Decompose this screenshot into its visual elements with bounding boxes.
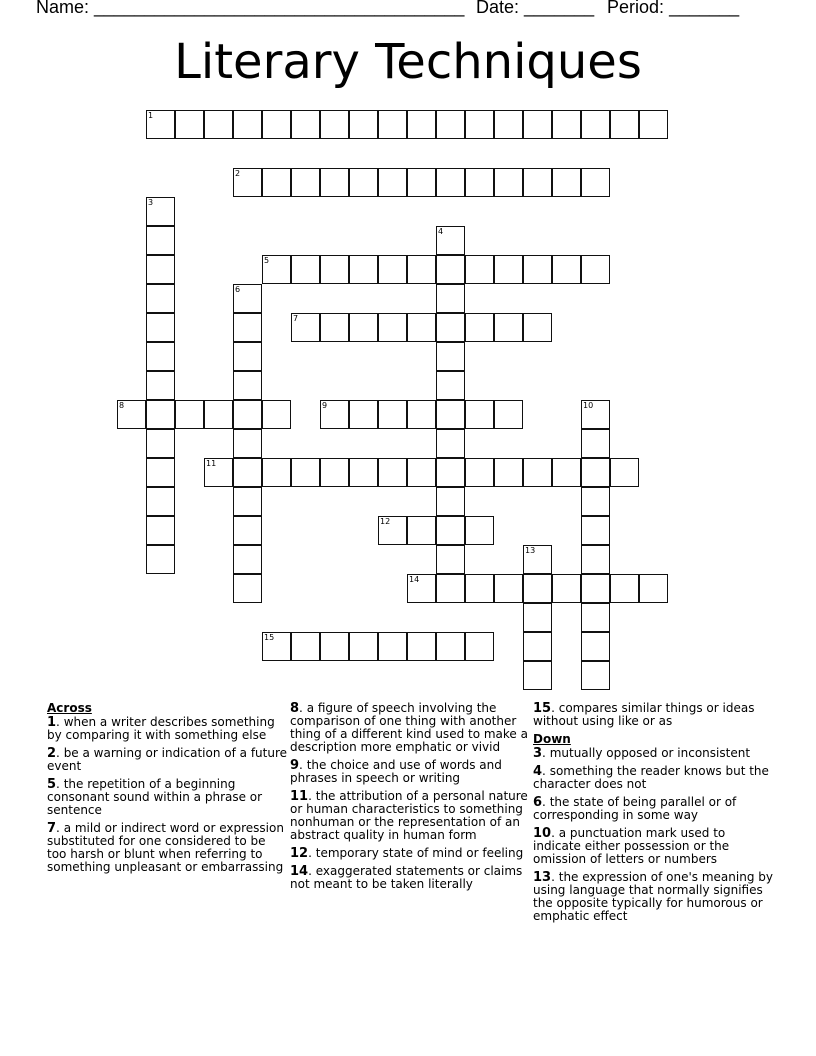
grid-cell[interactable]	[552, 574, 581, 603]
grid-cell[interactable]	[233, 574, 262, 603]
clue-text: the state of being parallel or of corresponding in some way	[533, 795, 737, 822]
clue-number: 1	[47, 715, 57, 730]
grid-cell[interactable]	[204, 110, 233, 139]
grid-cell[interactable]	[146, 313, 175, 342]
grid-cell[interactable]	[610, 574, 639, 603]
clue-text: something the reader knows but the character does not	[533, 764, 769, 791]
grid-cell[interactable]	[639, 574, 668, 603]
clue-number: 15	[533, 701, 552, 716]
grid-cell[interactable]	[465, 168, 494, 197]
grid-cell[interactable]	[146, 255, 175, 284]
clue-text: the choice and use of words and phrases in speech or writing	[290, 758, 502, 785]
grid-cell[interactable]	[465, 400, 494, 429]
grid-cell[interactable]	[523, 313, 552, 342]
grid-cell[interactable]	[233, 284, 262, 313]
grid-cell[interactable]	[407, 400, 436, 429]
grid-cell[interactable]	[581, 661, 610, 690]
grid-cell[interactable]	[436, 574, 465, 603]
down-clue: 10. a punctuation mark used to indicate either possession or the omission of letters or numbers	[533, 826, 730, 866]
across-clue: 11. the attribution of a personal nature or human characteristics to something nonhuman or the representation of an abstract quality in human form	[290, 789, 528, 842]
grid-cell[interactable]	[146, 400, 175, 429]
grid-cell[interactable]	[146, 545, 175, 574]
across-clue: 2. be a warning or indication of a future event	[47, 746, 288, 773]
grid-cell[interactable]	[146, 284, 175, 313]
clue-text: a punctuation mark used to indicate either possession or the omission of letters or numbers	[533, 826, 730, 866]
grid-cell[interactable]	[262, 168, 291, 197]
grid-cell[interactable]	[581, 574, 610, 603]
clue-number-label: 13	[525, 546, 536, 555]
date-blank: _______	[524, 0, 595, 17]
clue-number-label: 9	[322, 401, 328, 410]
grid-cell[interactable]	[117, 400, 146, 429]
grid-cell[interactable]	[407, 168, 436, 197]
grid-cell[interactable]	[349, 400, 378, 429]
grid-cell[interactable]	[523, 458, 552, 487]
grid-cell[interactable]	[320, 168, 349, 197]
across-clue: 15. compares similar things or ideas without using like or as	[533, 701, 755, 728]
grid-cell[interactable]	[349, 255, 378, 284]
grid-cell[interactable]	[436, 400, 465, 429]
clue-number-label: 11	[206, 459, 217, 468]
clue-number: 9	[290, 758, 300, 773]
grid-cell[interactable]	[291, 632, 320, 661]
clue-number: 5	[47, 777, 57, 792]
grid-cell[interactable]	[494, 400, 523, 429]
period-field[interactable]	[607, 0, 739, 18]
grid-cell[interactable]	[494, 110, 523, 139]
grid-cell[interactable]	[407, 516, 436, 545]
grid-cell[interactable]	[262, 255, 291, 284]
grid-cell[interactable]	[407, 632, 436, 661]
grid-cell[interactable]	[523, 255, 552, 284]
grid-cell[interactable]	[146, 516, 175, 545]
grid-cell[interactable]	[465, 516, 494, 545]
grid-cell[interactable]	[436, 371, 465, 400]
grid-cell[interactable]	[523, 661, 552, 690]
grid-cell[interactable]	[581, 487, 610, 516]
grid-cell[interactable]	[378, 110, 407, 139]
grid-cell[interactable]	[436, 255, 465, 284]
clue-number-label: 15	[264, 633, 275, 642]
grid-cell[interactable]	[610, 110, 639, 139]
grid-cell[interactable]	[233, 313, 262, 342]
clue-text: the repetition of a beginning consonant sound within a phrase or sentence	[47, 777, 263, 817]
clue-text: compares similar things or ideas without using like or as	[533, 701, 755, 728]
grid-cell[interactable]	[436, 313, 465, 342]
grid-cell[interactable]	[233, 110, 262, 139]
grid-cell[interactable]	[233, 487, 262, 516]
grid-cell[interactable]	[465, 313, 494, 342]
clue-text: a figure of speech involving the comparison of one thing with another thing of a different kind used to make a description more emphatic or vivid	[290, 701, 528, 754]
grid-cell[interactable]	[175, 110, 204, 139]
date-label: Date:	[476, 0, 520, 17]
across-clue: 14. exaggerated statements or claims not meant to be taken literally	[290, 864, 523, 891]
grid-cell[interactable]	[407, 313, 436, 342]
grid-cell[interactable]	[581, 400, 610, 429]
across-clue: 5. the repetition of a beginning consonant sound within a phrase or sentence	[47, 777, 263, 817]
grid-cell[interactable]	[494, 313, 523, 342]
clue-number-label: 6	[235, 285, 241, 294]
grid-cell[interactable]	[581, 545, 610, 574]
grid-cell[interactable]	[465, 255, 494, 284]
name-field[interactable]	[36, 0, 464, 18]
grid-cell[interactable]	[291, 168, 320, 197]
grid-cell[interactable]	[494, 168, 523, 197]
grid-cell[interactable]	[378, 632, 407, 661]
grid-cell[interactable]	[233, 371, 262, 400]
grid-cell[interactable]	[436, 632, 465, 661]
grid-cell[interactable]	[523, 603, 552, 632]
grid-cell[interactable]	[349, 313, 378, 342]
grid-cell[interactable]	[407, 574, 436, 603]
down-clue: 3. mutually opposed or inconsistent	[533, 746, 751, 761]
across-clue: 7. a mild or indirect word or expression substituted for one considered to be too harsh or blunt when referring to something unpleasant or embarrassing	[47, 821, 284, 874]
grid-cell[interactable]	[320, 400, 349, 429]
name-blank: _____________________________________	[94, 0, 465, 17]
grid-cell[interactable]	[320, 110, 349, 139]
period-label: Period:	[607, 0, 665, 17]
grid-cell[interactable]	[146, 487, 175, 516]
clue-text: exaggerated statements or claims not meant to be taken literally	[290, 864, 523, 891]
clue-number: 8	[290, 701, 300, 716]
grid-cell[interactable]	[523, 110, 552, 139]
clue-text: mutually opposed or inconsistent	[549, 746, 751, 760]
grid-cell[interactable]	[436, 342, 465, 371]
grid-cell[interactable]	[436, 284, 465, 313]
grid-cell[interactable]	[523, 168, 552, 197]
grid-cell[interactable]	[581, 603, 610, 632]
clue-number-label: 2	[235, 169, 241, 178]
grid-cell[interactable]	[291, 110, 320, 139]
grid-cell[interactable]	[349, 110, 378, 139]
grid-cell[interactable]	[407, 255, 436, 284]
grid-cell[interactable]	[146, 197, 175, 226]
grid-cell[interactable]	[320, 255, 349, 284]
grid-cell[interactable]	[320, 313, 349, 342]
grid-cell[interactable]	[552, 110, 581, 139]
grid-cell[interactable]	[465, 574, 494, 603]
grid-cell[interactable]	[407, 458, 436, 487]
grid-cell[interactable]	[233, 168, 262, 197]
grid-cell[interactable]	[146, 458, 175, 487]
grid-cell[interactable]	[581, 632, 610, 661]
clues-column-2	[290, 702, 530, 896]
grid-cell[interactable]	[320, 632, 349, 661]
grid-cell[interactable]	[581, 168, 610, 197]
grid-cell[interactable]	[552, 255, 581, 284]
clues-column-1	[47, 702, 287, 879]
grid-cell[interactable]	[494, 255, 523, 284]
clue-number-label: 12	[380, 517, 391, 526]
grid-cell[interactable]	[465, 458, 494, 487]
grid-cell[interactable]	[146, 342, 175, 371]
grid-cell[interactable]	[523, 545, 552, 574]
clue-number: 3	[533, 746, 543, 761]
clue-number-label: 1	[148, 111, 154, 120]
clue-number-label: 4	[438, 227, 444, 236]
grid-cell[interactable]	[378, 168, 407, 197]
grid-cell[interactable]	[552, 168, 581, 197]
grid-cell[interactable]	[523, 574, 552, 603]
grid-cell[interactable]	[436, 429, 465, 458]
grid-cell[interactable]	[465, 110, 494, 139]
grid-cell[interactable]	[465, 632, 494, 661]
clue-number: 7	[47, 821, 57, 836]
date-field[interactable]	[476, 0, 594, 18]
grid-cell[interactable]	[233, 400, 262, 429]
down-clue: 13. the expression of one's meaning by using language that normally signifies the opposite typically for humorous or emphatic effect	[533, 870, 773, 923]
grid-cell[interactable]	[581, 255, 610, 284]
grid-cell[interactable]	[523, 632, 552, 661]
down-heading: Down	[533, 732, 571, 746]
grid-cell[interactable]	[204, 400, 233, 429]
grid-cell[interactable]	[349, 632, 378, 661]
grid-cell[interactable]	[581, 110, 610, 139]
clue-number: 2	[47, 746, 57, 761]
grid-cell[interactable]	[552, 458, 581, 487]
grid-cell[interactable]	[262, 458, 291, 487]
grid-cell[interactable]	[233, 516, 262, 545]
clues-column-3	[533, 702, 773, 928]
clue-text: temporary state of mind or feeling	[315, 846, 524, 860]
across-clue: 1. when a writer describes something by comparing it with something else	[47, 715, 275, 742]
grid-cell[interactable]	[146, 429, 175, 458]
grid-cell[interactable]	[494, 574, 523, 603]
clue-number-label: 5	[264, 256, 270, 265]
clue-text: the attribution of a personal nature or human characteristics to something nonhuman or the representation of an abstract quality in human form	[290, 789, 528, 842]
grid-cell[interactable]	[378, 458, 407, 487]
clue-number-label: 10	[583, 401, 594, 410]
grid-cell[interactable]	[291, 255, 320, 284]
clue-number-label: 7	[293, 314, 299, 323]
grid-cell[interactable]	[291, 458, 320, 487]
grid-cell[interactable]	[146, 226, 175, 255]
grid-cell[interactable]	[378, 255, 407, 284]
page-title: Literary Techniques	[174, 34, 642, 90]
grid-cell[interactable]	[436, 458, 465, 487]
grid-cell[interactable]	[349, 458, 378, 487]
across-clue: 8. a figure of speech involving the comparison of one thing with another thing of a different kind used to make a description more emphatic or vivid	[290, 701, 528, 754]
clue-number-label: 3	[148, 198, 154, 207]
grid-cell[interactable]	[610, 458, 639, 487]
grid-cell[interactable]	[233, 458, 262, 487]
across-clue: 12. temporary state of mind or feeling	[290, 846, 524, 861]
grid-cell[interactable]	[436, 168, 465, 197]
clue-number: 12	[290, 846, 309, 861]
grid-cell[interactable]	[436, 545, 465, 574]
grid-cell[interactable]	[436, 516, 465, 545]
grid-cell[interactable]	[639, 110, 668, 139]
grid-cell[interactable]	[378, 400, 407, 429]
clue-number: 10	[533, 826, 552, 841]
grid-cell[interactable]	[378, 516, 407, 545]
grid-cell[interactable]	[262, 110, 291, 139]
clue-number: 14	[290, 864, 309, 879]
grid-cell[interactable]	[436, 226, 465, 255]
clue-number: 11	[290, 789, 309, 804]
grid-cell[interactable]	[262, 632, 291, 661]
clue-number: 13	[533, 870, 552, 885]
grid-cell[interactable]	[320, 458, 349, 487]
grid-cell[interactable]	[233, 429, 262, 458]
grid-cell[interactable]	[262, 400, 291, 429]
grid-cell[interactable]	[581, 516, 610, 545]
grid-cell[interactable]	[146, 371, 175, 400]
grid-cell[interactable]	[581, 458, 610, 487]
grid-cell[interactable]	[378, 313, 407, 342]
grid-cell[interactable]	[204, 458, 233, 487]
clue-number-label: 14	[409, 575, 420, 584]
clue-text: a mild or indirect word or expression substituted for one considered to be too harsh or blunt when referring to something unpleasant or embarrassing	[47, 821, 284, 874]
grid-cell[interactable]	[146, 110, 175, 139]
grid-cell[interactable]	[233, 342, 262, 371]
grid-cell[interactable]	[233, 545, 262, 574]
clue-number: 4	[533, 764, 543, 779]
down-clue: 6. the state of being parallel or of corresponding in some way	[533, 795, 737, 822]
grid-cell[interactable]	[407, 110, 436, 139]
grid-cell[interactable]	[349, 168, 378, 197]
name-label: Name:	[36, 0, 90, 17]
down-clue: 4. something the reader knows but the character does not	[533, 764, 769, 791]
grid-cell[interactable]	[581, 429, 610, 458]
clue-number-label: 8	[119, 401, 125, 410]
clue-number: 6	[533, 795, 543, 810]
grid-cell[interactable]	[436, 110, 465, 139]
grid-cell[interactable]	[291, 313, 320, 342]
grid-cell[interactable]	[436, 487, 465, 516]
grid-cell[interactable]	[494, 458, 523, 487]
across-heading: Across	[47, 701, 92, 715]
clue-text: be a warning or indication of a future event	[47, 746, 288, 773]
period-blank: _______	[669, 0, 740, 17]
grid-cell[interactable]	[175, 400, 204, 429]
clue-text: the expression of one's meaning by using language that normally signifies the opposite typically for humorous or emphatic effect	[533, 870, 773, 923]
across-clue: 9. the choice and use of words and phrases in speech or writing	[290, 758, 502, 785]
clue-text: when a writer describes something by comparing it with something else	[47, 715, 275, 742]
